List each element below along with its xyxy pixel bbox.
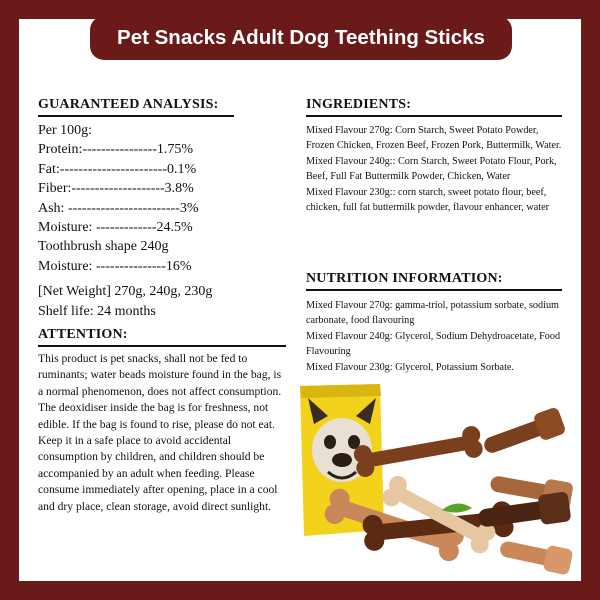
analysis-line: Moisture: -------------24.5%: [38, 220, 193, 236]
nutrition-item: Mixed Flavour 230g: Glycerol, Potassium Sorbate.: [306, 361, 514, 373]
analysis-line: Fat:-----------------------0.1%: [38, 161, 197, 177]
ingredient-item: Mixed Flavour 230g:: corn starch, sweet potato flour, beef, chicken, full fat buttermilk powder, flavour enhancer, water: [306, 186, 550, 214]
attention-rule: [38, 345, 286, 347]
nutrition-item: Mixed Flavour 240g: Glycerol, Sodium Dehydroacetate, Food Flavouring: [306, 330, 561, 358]
nutrition-list: [306, 298, 562, 375]
attention-text: This product is pet snacks, shall not be fed to ruminants; water beads moisture found in the bag, is a normal phenomenon, does not affect consumption. The deoxidiser inside the bag is for freshness, not edible. If the bag is found to rise, please do not eat. Keep it in a safe place to avoid accidental consumption by children, and children should be accompanied by an adult when feeding. Please consume immediately after opening, place in a cool and dry place, clean storage, avoid direct sunlight.: [38, 352, 282, 513]
page-title: Pet Snacks Adult Dog Teething Sticks: [90, 16, 512, 60]
analysis-line: Protein:----------------1.75%: [38, 142, 194, 158]
ingredient-item: Mixed Flavour 270g: Corn Starch, Sweet Potato Powder, Frozen Chicken, Frozen Beef, Frozen Pork, Buttermilk, Water.: [306, 125, 562, 152]
nutrition-rule: [306, 289, 562, 291]
ingredients-rule: [306, 115, 562, 117]
nutrition-heading: NUTRITION INFORMATION:: [306, 271, 503, 286]
analysis-heading: GUARANTEED ANALYSIS:: [38, 97, 219, 112]
analysis-line: Fiber:--------------------3.8%: [38, 181, 194, 197]
analysis-list: [38, 121, 278, 321]
analysis-rule: [38, 115, 234, 117]
analysis-line: Moisture: ---------------16%: [38, 258, 192, 274]
analysis-line: Toothbrush shape 240g: [38, 239, 169, 255]
ingredients-heading: INGREDIENTS:: [306, 97, 412, 112]
dog-treat-product-photo: [292, 380, 582, 578]
toothbrush-treats: [476, 406, 574, 575]
attention-heading: ATTENTION:: [38, 327, 128, 342]
analysis-line: Ash: ------------------------3%: [38, 200, 199, 216]
net-weight: [Net Weight] 270g, 240g, 230g: [38, 284, 213, 300]
shelf-life: Shelf life: 24 months: [38, 303, 156, 319]
nutrition-item: Mixed Flavour 270g: gamma-triol, potassium sorbate, sodium carbonate, food flavouring: [306, 300, 559, 327]
analysis-line: Per 100g:: [38, 123, 93, 138]
ingredient-item: Mixed Flavour 240g:: Corn Starch, Sweet Potato Flour, Pork, Beef, Full Fat Buttermilk Powder, Chicken, Water: [306, 155, 557, 183]
ingredients-list: [306, 123, 562, 215]
